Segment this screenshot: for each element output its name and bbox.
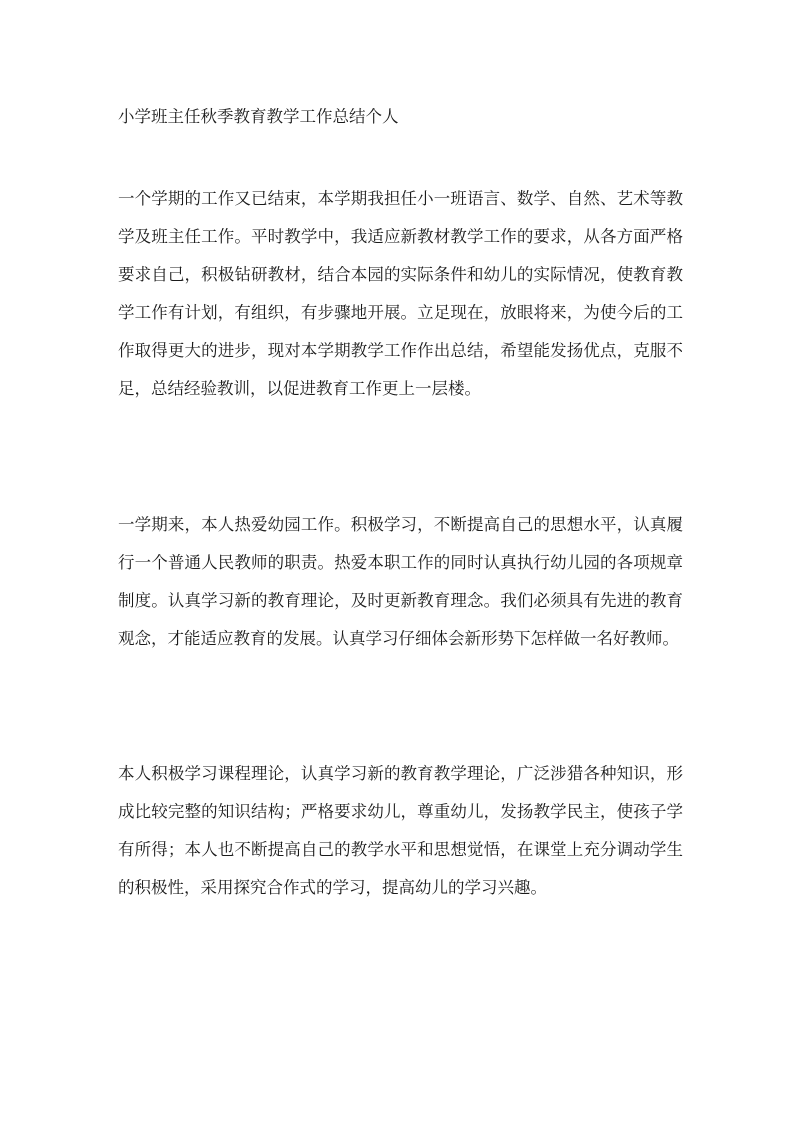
paragraph-1: 一个学期的工作又已结束，本学期我担任小一班语言、数学、自然、艺术等教学及班主任工作。平时教学中，我适应新教材教学工作的要求，从各方面严格要求自己，积极钻研教材，结合本园的实际条件和幼儿的实际情况，使教育教学工作有计划，有组织，有步骤地开展。立足现在，放眼将来，为使今后的工作取得更大的进步，现对本学期教学工作作出总结，希望能发扬优点，克服不足，总结经验教训，以促进教育工作更上一层楼。 <box>118 189 683 398</box>
paragraph-3: 本人积极学习课程理论，认真学习新的教育教学理论，广泛涉猎各种知识，形成比较完整的知识结构；严格要求幼儿，尊重幼儿，发扬教学民主，使孩子学有所得；本人也不断提高自己的教学水平和思想觉悟，在课堂上充分调动学生的积极性，采用探究合作式的学习，提高幼儿的学习兴趣。 <box>118 764 683 897</box>
document-title: 小学班主任秋季教育教学工作总结个人 <box>118 107 399 126</box>
paragraph-2: 一学期来，本人热爱幼园工作。积极学习，不断提高自己的思想水平，认真履行一个普通人民教师的职责。热爱本职工作的同时认真执行幼儿园的各项规章制度。认真学习新的教育理论，及时更新教育理念。我们必须具有先进的教育观念，才能适应教育的发展。认真学习仔细体会新形势下怎样做一名好教师。 <box>118 515 683 648</box>
